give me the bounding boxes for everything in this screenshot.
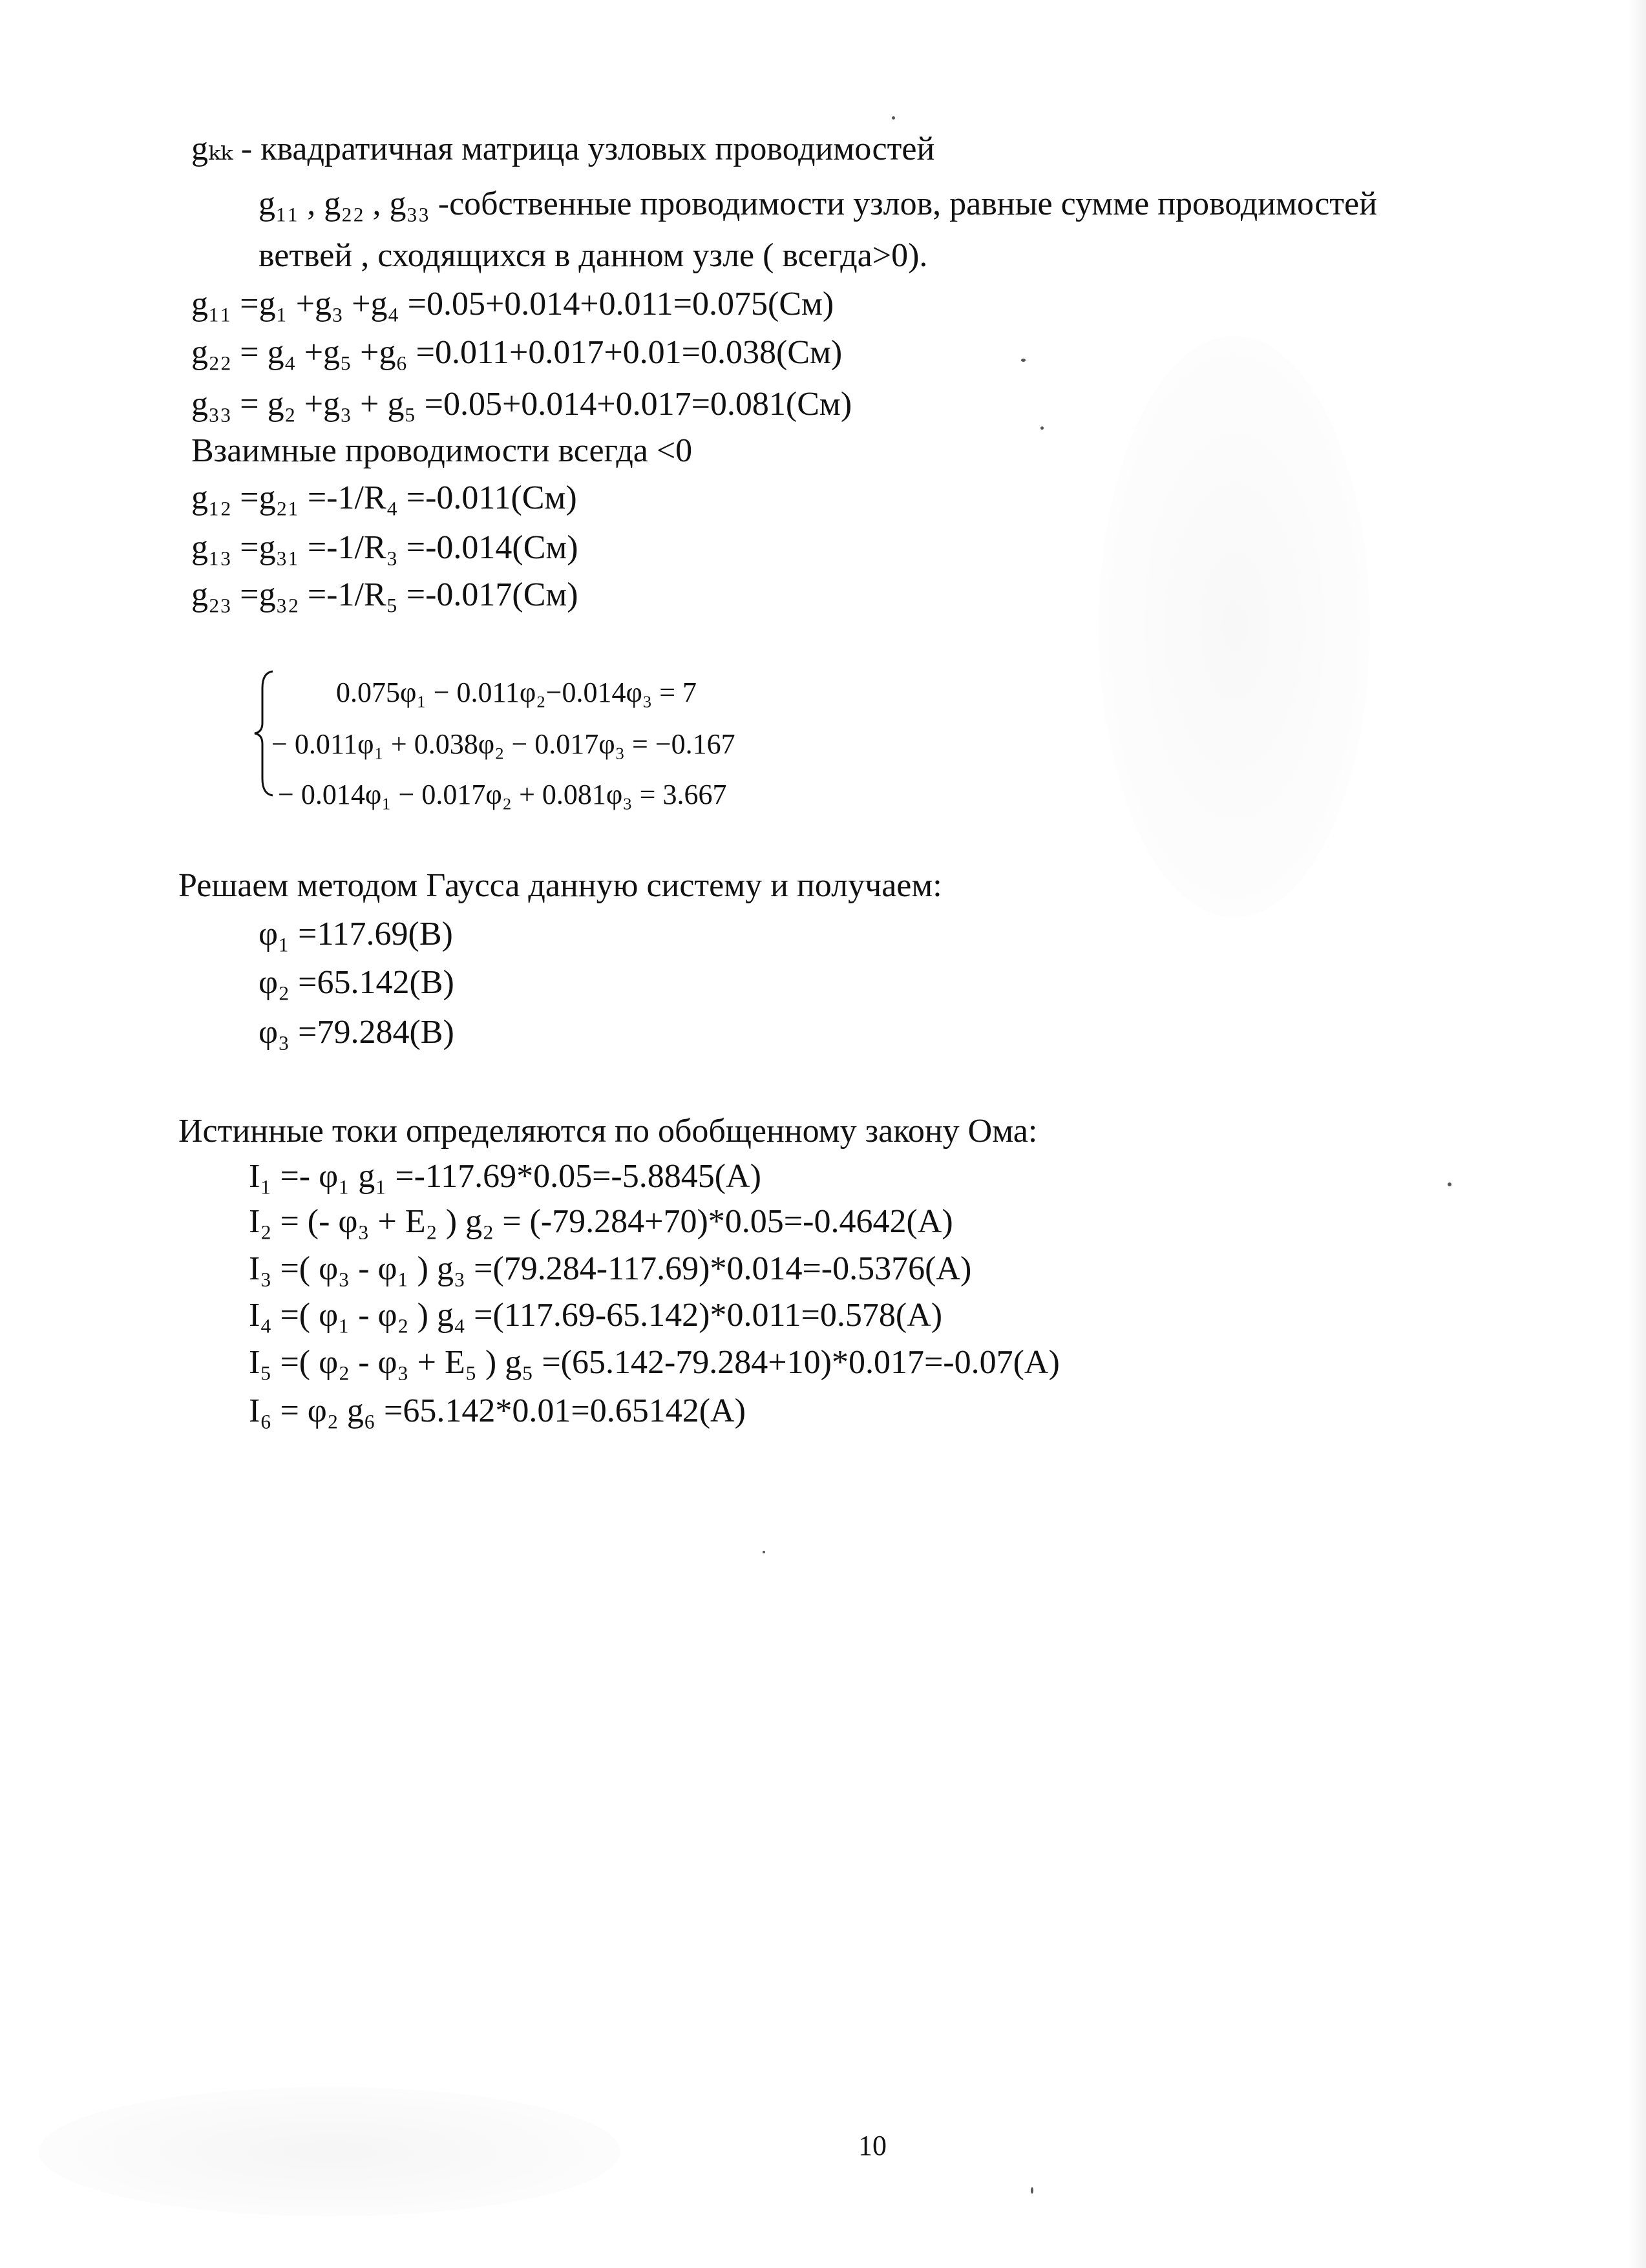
gauss-solve-intro: Решаем методом Гаусса данную систему и получаем:: [178, 867, 942, 904]
scan-speck: [892, 116, 895, 120]
current-i5: I₅ =( φ₂ - φ₃ + E₅ ) g₅ =(65.142-79.284+10)*0.017=-0.07(А): [249, 1344, 1060, 1381]
system-equation-2: − 0.011φ₁ + 0.038φ₂ − 0.017φ₃ = −0.167: [271, 728, 735, 760]
scan-speck: [1031, 2187, 1033, 2194]
current-i4: I₄ =( φ₁ - φ₂ ) g₄ =(117.69-65.142)*0.011=0.578(А): [249, 1297, 943, 1334]
scan-smudge: [1099, 336, 1370, 918]
scan-edge: [1628, 0, 1646, 2268]
scan-speck: [1021, 359, 1026, 362]
g11-equation: g₁₁ =g₁ +g₃ +g₄ =0.05+0.014+0.011=0.075(См): [191, 286, 834, 322]
scan-speck: [763, 1551, 765, 1553]
page-number: 10: [858, 2130, 887, 2161]
system-equation-1: 0.075φ₁ − 0.011φ₂−0.014φ₃ = 7: [336, 677, 697, 708]
g23-equation: g₂₃ =g₃₂ =-1/R₅ =-0.017(См): [191, 576, 578, 613]
scan-speck: [1040, 426, 1044, 430]
current-i2: I₂ = (- φ₃ + E₂ ) g₂ = (-79.284+70)*0.05=-0.4642(А): [249, 1203, 953, 1240]
g13-equation: g₁₃ =g₃₁ =-1/R₃ =-0.014(См): [191, 529, 578, 566]
potential-phi3: φ₃ =79.284(В): [259, 1014, 454, 1051]
g22-equation: g₂₂ = g₄ +g₅ +g₆ =0.011+0.017+0.01=0.038(См): [191, 334, 843, 371]
current-i6: I₆ = φ₂ g₆ =65.142*0.01=0.65142(А): [249, 1392, 746, 1429]
matrix-definition-line: gₖₖ - квадратичная матрица узловых проводимостей: [191, 131, 935, 167]
potential-phi2: φ₂ =65.142(В): [259, 964, 454, 1001]
mutual-conductance-heading: Взаимные проводимости всегда <0: [191, 432, 693, 469]
currents-intro: Истинные токи определяются по обобщенному закону Ома:: [178, 1113, 1038, 1150]
scan-speck: [1448, 1182, 1451, 1186]
system-equation-3: − 0.014φ₁ − 0.017φ₂ + 0.081φ₃ = 3.667: [278, 779, 727, 810]
current-i1: I₁ =- φ₁ g₁ =-117.69*0.05=-5.8845(А): [249, 1158, 761, 1195]
current-i3: I₃ =( φ₃ - φ₁ ) g₃ =(79.284-117.69)*0.014=-0.5376(А): [249, 1250, 972, 1287]
g12-equation: g₁₂ =g₂₁ =-1/R₄ =-0.011(См): [191, 479, 577, 516]
self-conductance-line: g₁₁ , g₂₂ , g₃₃ -собственные проводимости узлов, равные сумме проводимостей: [259, 185, 1377, 222]
g33-equation: g₃₃ = g₂ +g₃ + g₅ =0.05+0.014+0.017=0.081(См): [191, 386, 852, 423]
scan-smudge: [39, 2087, 620, 2216]
potential-phi1: φ₁ =117.69(В): [259, 916, 453, 952]
self-conductance-line-cont: ветвей , сходящихся в данном узле ( всегда>0).: [259, 237, 928, 274]
